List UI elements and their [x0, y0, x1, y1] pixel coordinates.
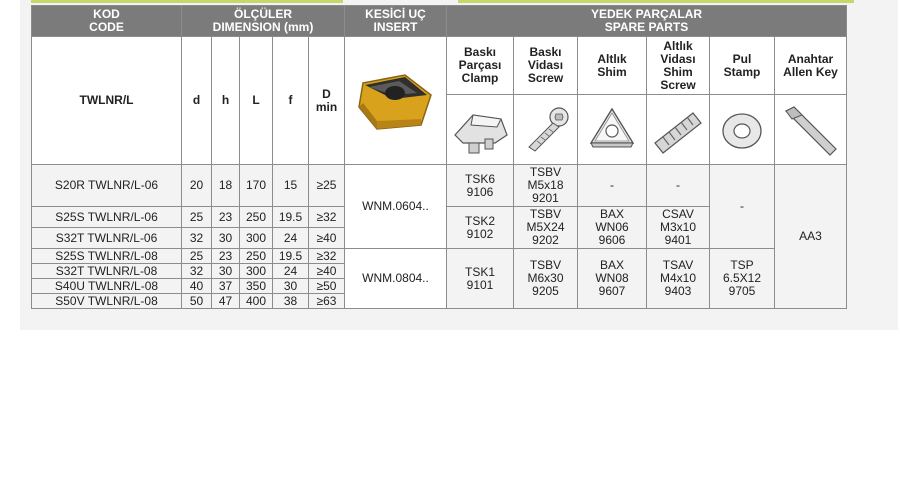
cell-d: 20	[182, 165, 212, 207]
cell-h: 37	[212, 279, 240, 294]
cell-h: 30	[212, 264, 240, 279]
col-f: f	[273, 37, 309, 165]
table-row-code: S25S TWLNR/L-08	[32, 249, 182, 264]
stamp-part-0: -	[710, 165, 775, 249]
shim-screw-part-0: -	[647, 165, 710, 207]
clamp-screw-part-0: TSBV M5x18 9201	[514, 165, 578, 207]
cell-h: 23	[212, 249, 240, 264]
cell-dmin: ≥63	[309, 294, 345, 309]
shim-screw-part-1: CSAV M3x10 9401	[647, 207, 710, 249]
insert-code-06: WNM.0604..	[345, 165, 447, 249]
key-part: AA3	[775, 165, 847, 309]
washer-icon	[710, 105, 774, 155]
clamp-part-0: TSK6 9106	[447, 165, 514, 207]
stamp-image	[710, 95, 775, 165]
tool-spec-table	[31, 5, 847, 309]
shim-image	[578, 95, 647, 165]
col-h: h	[212, 37, 240, 165]
cell-dmin: ≥32	[309, 207, 345, 228]
cell-dmin: ≥50	[309, 279, 345, 294]
series-label: TWLNR/L	[32, 37, 182, 165]
cell-dmin: ≥25	[309, 165, 345, 207]
shim-part-1: BAX WN06 9606	[578, 207, 647, 249]
cell-L: 170	[240, 165, 273, 207]
accent-bar-right	[458, 0, 854, 3]
cell-L: 250	[240, 249, 273, 264]
cell-f: 24	[273, 264, 309, 279]
cell-L: 350	[240, 279, 273, 294]
clamp-part-2: TSK1 9101	[447, 249, 514, 309]
shim-part-0: -	[578, 165, 647, 207]
shim-screw-icon	[647, 103, 709, 157]
table-row-code: S20R TWLNR/L-06	[32, 165, 182, 207]
cell-d: 32	[182, 228, 212, 249]
insert-image	[345, 37, 447, 165]
clamp-screw-part-1: TSBV M5X24 9202	[514, 207, 578, 249]
table-row-code: S50V TWLNR/L-08	[32, 294, 182, 309]
cell-f: 24	[273, 228, 309, 249]
dimension-header: ÖLÇÜLER DIMENSION (mm)	[182, 6, 345, 37]
stamp-label: Pul Stamp	[710, 37, 775, 95]
cell-f: 19.5	[273, 249, 309, 264]
clamp-screw-image	[514, 95, 578, 165]
cell-d: 32	[182, 264, 212, 279]
spare-parts-header: YEDEK PARÇALAR SPARE PARTS	[447, 6, 847, 37]
code-header: KOD CODE	[32, 6, 182, 37]
insert-header: KESİCİ UÇ INSERT	[345, 6, 447, 37]
insert-code-08: WNM.0804..	[345, 249, 447, 309]
cell-h: 18	[212, 165, 240, 207]
stamp-part-1: TSP 6.5X12 9705	[710, 249, 775, 309]
shim-screw-part-2: TSAV M4x10 9403	[647, 249, 710, 309]
clamp-icon	[447, 105, 513, 155]
cell-h: 23	[212, 207, 240, 228]
clamp-part-1: TSK2 9102	[447, 207, 514, 249]
col-dmin: D min	[309, 37, 345, 165]
table-row-code: S40U TWLNR/L-08	[32, 279, 182, 294]
cell-f: 19.5	[273, 207, 309, 228]
cell-d: 25	[182, 249, 212, 264]
cell-dmin: ≥40	[309, 264, 345, 279]
cell-dmin: ≥40	[309, 228, 345, 249]
screw-icon	[514, 103, 577, 157]
col-d: d	[182, 37, 212, 165]
cell-f: 15	[273, 165, 309, 207]
clamp-image	[447, 95, 514, 165]
cell-h: 47	[212, 294, 240, 309]
cell-L: 250	[240, 207, 273, 228]
cell-f: 38	[273, 294, 309, 309]
shim-screw-image	[647, 95, 710, 165]
shim-label: Altlık Shim	[578, 37, 647, 95]
table-row-code: S32T TWLNR/L-08	[32, 264, 182, 279]
table-row-code: S32T TWLNR/L-06	[32, 228, 182, 249]
shim-screw-label: Altlık Vidası Shim Screw	[647, 37, 710, 95]
shim-icon	[578, 103, 646, 157]
cell-h: 30	[212, 228, 240, 249]
cell-L: 300	[240, 228, 273, 249]
key-label: Anahtar Allen Key	[775, 37, 847, 95]
cell-f: 30	[273, 279, 309, 294]
allen-key-icon	[775, 101, 846, 159]
table-row-code: S25S TWLNR/L-06	[32, 207, 182, 228]
clamp-label: Baskı Parçası Clamp	[447, 37, 514, 95]
cell-d: 25	[182, 207, 212, 228]
col-L: L	[240, 37, 273, 165]
accent-bar-left	[31, 0, 343, 3]
wnmg-insert-icon	[345, 69, 446, 133]
key-image	[775, 95, 847, 165]
cell-L: 300	[240, 264, 273, 279]
cell-L: 400	[240, 294, 273, 309]
cell-d: 50	[182, 294, 212, 309]
shim-part-2: BAX WN08 9607	[578, 249, 647, 309]
cell-dmin: ≥32	[309, 249, 345, 264]
clamp-screw-part-2: TSBV M6x30 9205	[514, 249, 578, 309]
cell-d: 40	[182, 279, 212, 294]
clamp-screw-label: Baskı Vidası Screw	[514, 37, 578, 95]
